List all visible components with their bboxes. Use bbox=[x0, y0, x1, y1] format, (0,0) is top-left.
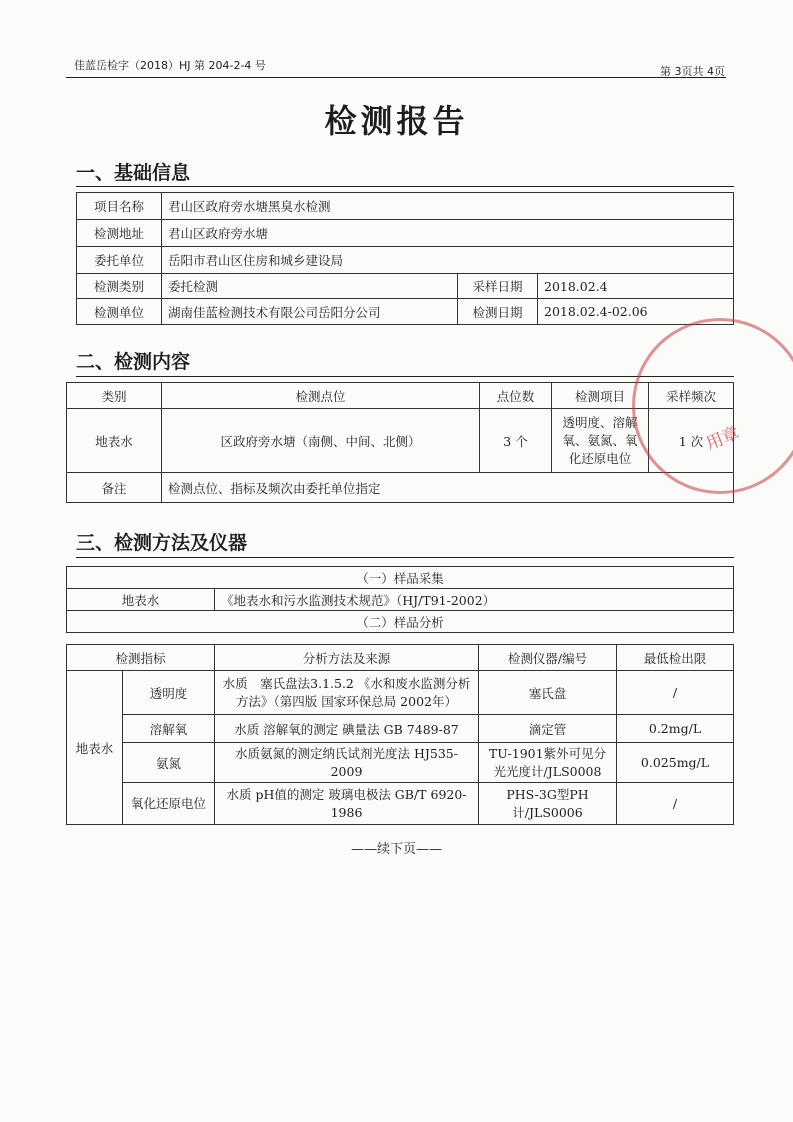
section-basic-info-heading: 一、基础信息 bbox=[76, 162, 191, 184]
instrument-cell: PHS-3G型PH计/JLS0006 bbox=[479, 783, 617, 825]
instrument-cell: 塞氏盘 bbox=[479, 671, 617, 715]
header-cell: 分析方法及来源 bbox=[215, 645, 479, 671]
sampling-table bbox=[66, 566, 734, 633]
test-unit-value: 湖南佳蓝检测技术有限公司岳阳分公司 bbox=[162, 299, 458, 325]
items-cell: 透明度、溶解氧、氨氮、氧化还原电位 bbox=[552, 409, 649, 473]
table-row bbox=[67, 671, 734, 715]
instrument-cell: 滴定管 bbox=[479, 715, 617, 743]
method-cell: 水质 溶解氧的测定 碘量法 GB 7489-87 bbox=[215, 715, 479, 743]
label-cell: 委托单位 bbox=[77, 247, 162, 274]
count-cell: 3 个 bbox=[480, 409, 552, 473]
header-cell: 检测仪器/编号 bbox=[479, 645, 617, 671]
subsection-sampling: （一）样品采集 bbox=[67, 567, 734, 589]
table-header-row bbox=[67, 645, 734, 671]
analysis-table bbox=[66, 644, 734, 825]
note-label: 备注 bbox=[67, 473, 162, 503]
category-cell: 地表水 bbox=[67, 671, 123, 825]
index-cell: 透明度 bbox=[123, 671, 215, 715]
test-type-value: 委托检测 bbox=[162, 274, 458, 299]
table-row bbox=[67, 589, 734, 611]
sample-date-value: 2018.02.4 bbox=[538, 274, 734, 299]
document-number: 佳蓝岳检字（2018）HJ 第 204-2-4 号 bbox=[74, 59, 266, 72]
continue-note: ——续下页—— bbox=[350, 842, 442, 857]
label-cell: 检测类别 bbox=[77, 274, 162, 299]
label-cell: 项目名称 bbox=[77, 193, 162, 220]
label-cell: 检测单位 bbox=[77, 299, 162, 325]
label-cell: 检测日期 bbox=[458, 299, 538, 325]
instrument-cell: TU-1901紫外可见分光光度计/JLS0008 bbox=[479, 743, 617, 783]
page-title: 检测报告 bbox=[324, 102, 469, 140]
index-cell: 氧化还原电位 bbox=[123, 783, 215, 825]
method-cell: 水质氨氮的测定纳氏试剂光度法 HJ535-2009 bbox=[215, 743, 479, 783]
index-cell: 溶解氧 bbox=[123, 715, 215, 743]
header-divider bbox=[66, 77, 726, 78]
limit-cell: / bbox=[617, 783, 734, 825]
table-row bbox=[67, 611, 734, 633]
label-cell: 采样日期 bbox=[458, 274, 538, 299]
header-cell: 检测指标 bbox=[67, 645, 215, 671]
table-row bbox=[67, 743, 734, 783]
table-row bbox=[77, 274, 734, 299]
section-divider bbox=[76, 186, 734, 187]
section-content-heading: 二、检测内容 bbox=[76, 351, 191, 373]
limit-cell: 0.025mg/L bbox=[617, 743, 734, 783]
table-row bbox=[77, 247, 734, 274]
method-cell: 水质 塞氏盘法3.1.5.2 《水和废水监测分析方法》（第四版 国家环保总局 2002年） bbox=[215, 671, 479, 715]
header-cell: 采样频次 bbox=[649, 383, 734, 409]
project-name-value: 君山区政府旁水塘黑臭水检测 bbox=[162, 193, 734, 220]
sampling-standard: 《地表水和污水监测技术规范》（HJ/T91-2002） bbox=[215, 589, 734, 611]
limit-cell: 0.2mg/L bbox=[617, 715, 734, 743]
frequency-cell: 1 次 bbox=[649, 409, 734, 473]
header-cell: 检测项目 bbox=[552, 383, 649, 409]
seal-text: 用章 bbox=[703, 423, 743, 455]
table-row bbox=[77, 193, 734, 220]
label-cell: 检测地址 bbox=[77, 220, 162, 247]
location-cell: 区政府旁水塘（南侧、中间、北侧） bbox=[162, 409, 480, 473]
table-row bbox=[67, 473, 734, 503]
category-cell: 地表水 bbox=[67, 589, 215, 611]
header-cell: 类别 bbox=[67, 383, 162, 409]
table-row bbox=[67, 783, 734, 825]
limit-cell: / bbox=[617, 671, 734, 715]
table-row bbox=[67, 567, 734, 589]
test-address-value: 君山区政府旁水塘 bbox=[162, 220, 734, 247]
subsection-analysis: （二）样品分析 bbox=[67, 611, 734, 633]
section-methods-heading: 三、检测方法及仪器 bbox=[76, 532, 248, 554]
note-value: 检测点位、指标及频次由委托单位指定 bbox=[162, 473, 734, 503]
basic-info-table bbox=[76, 192, 734, 325]
test-date-value: 2018.02.4-02.06 bbox=[538, 299, 734, 325]
header-cell: 点位数 bbox=[480, 383, 552, 409]
client-value: 岳阳市君山区住房和城乡建设局 bbox=[162, 247, 734, 274]
index-cell: 氨氮 bbox=[123, 743, 215, 783]
section-divider bbox=[76, 557, 734, 558]
header-cell: 检测点位 bbox=[162, 383, 480, 409]
category-cell: 地表水 bbox=[67, 409, 162, 473]
table-row bbox=[77, 299, 734, 325]
table-row bbox=[67, 715, 734, 743]
header-cell: 最低检出限 bbox=[617, 645, 734, 671]
table-row bbox=[77, 220, 734, 247]
method-cell: 水质 pH值的测定 玻璃电极法 GB/T 6920-1986 bbox=[215, 783, 479, 825]
section-divider bbox=[76, 376, 734, 377]
page-indicator: 第 3页共 4页 bbox=[660, 65, 725, 78]
